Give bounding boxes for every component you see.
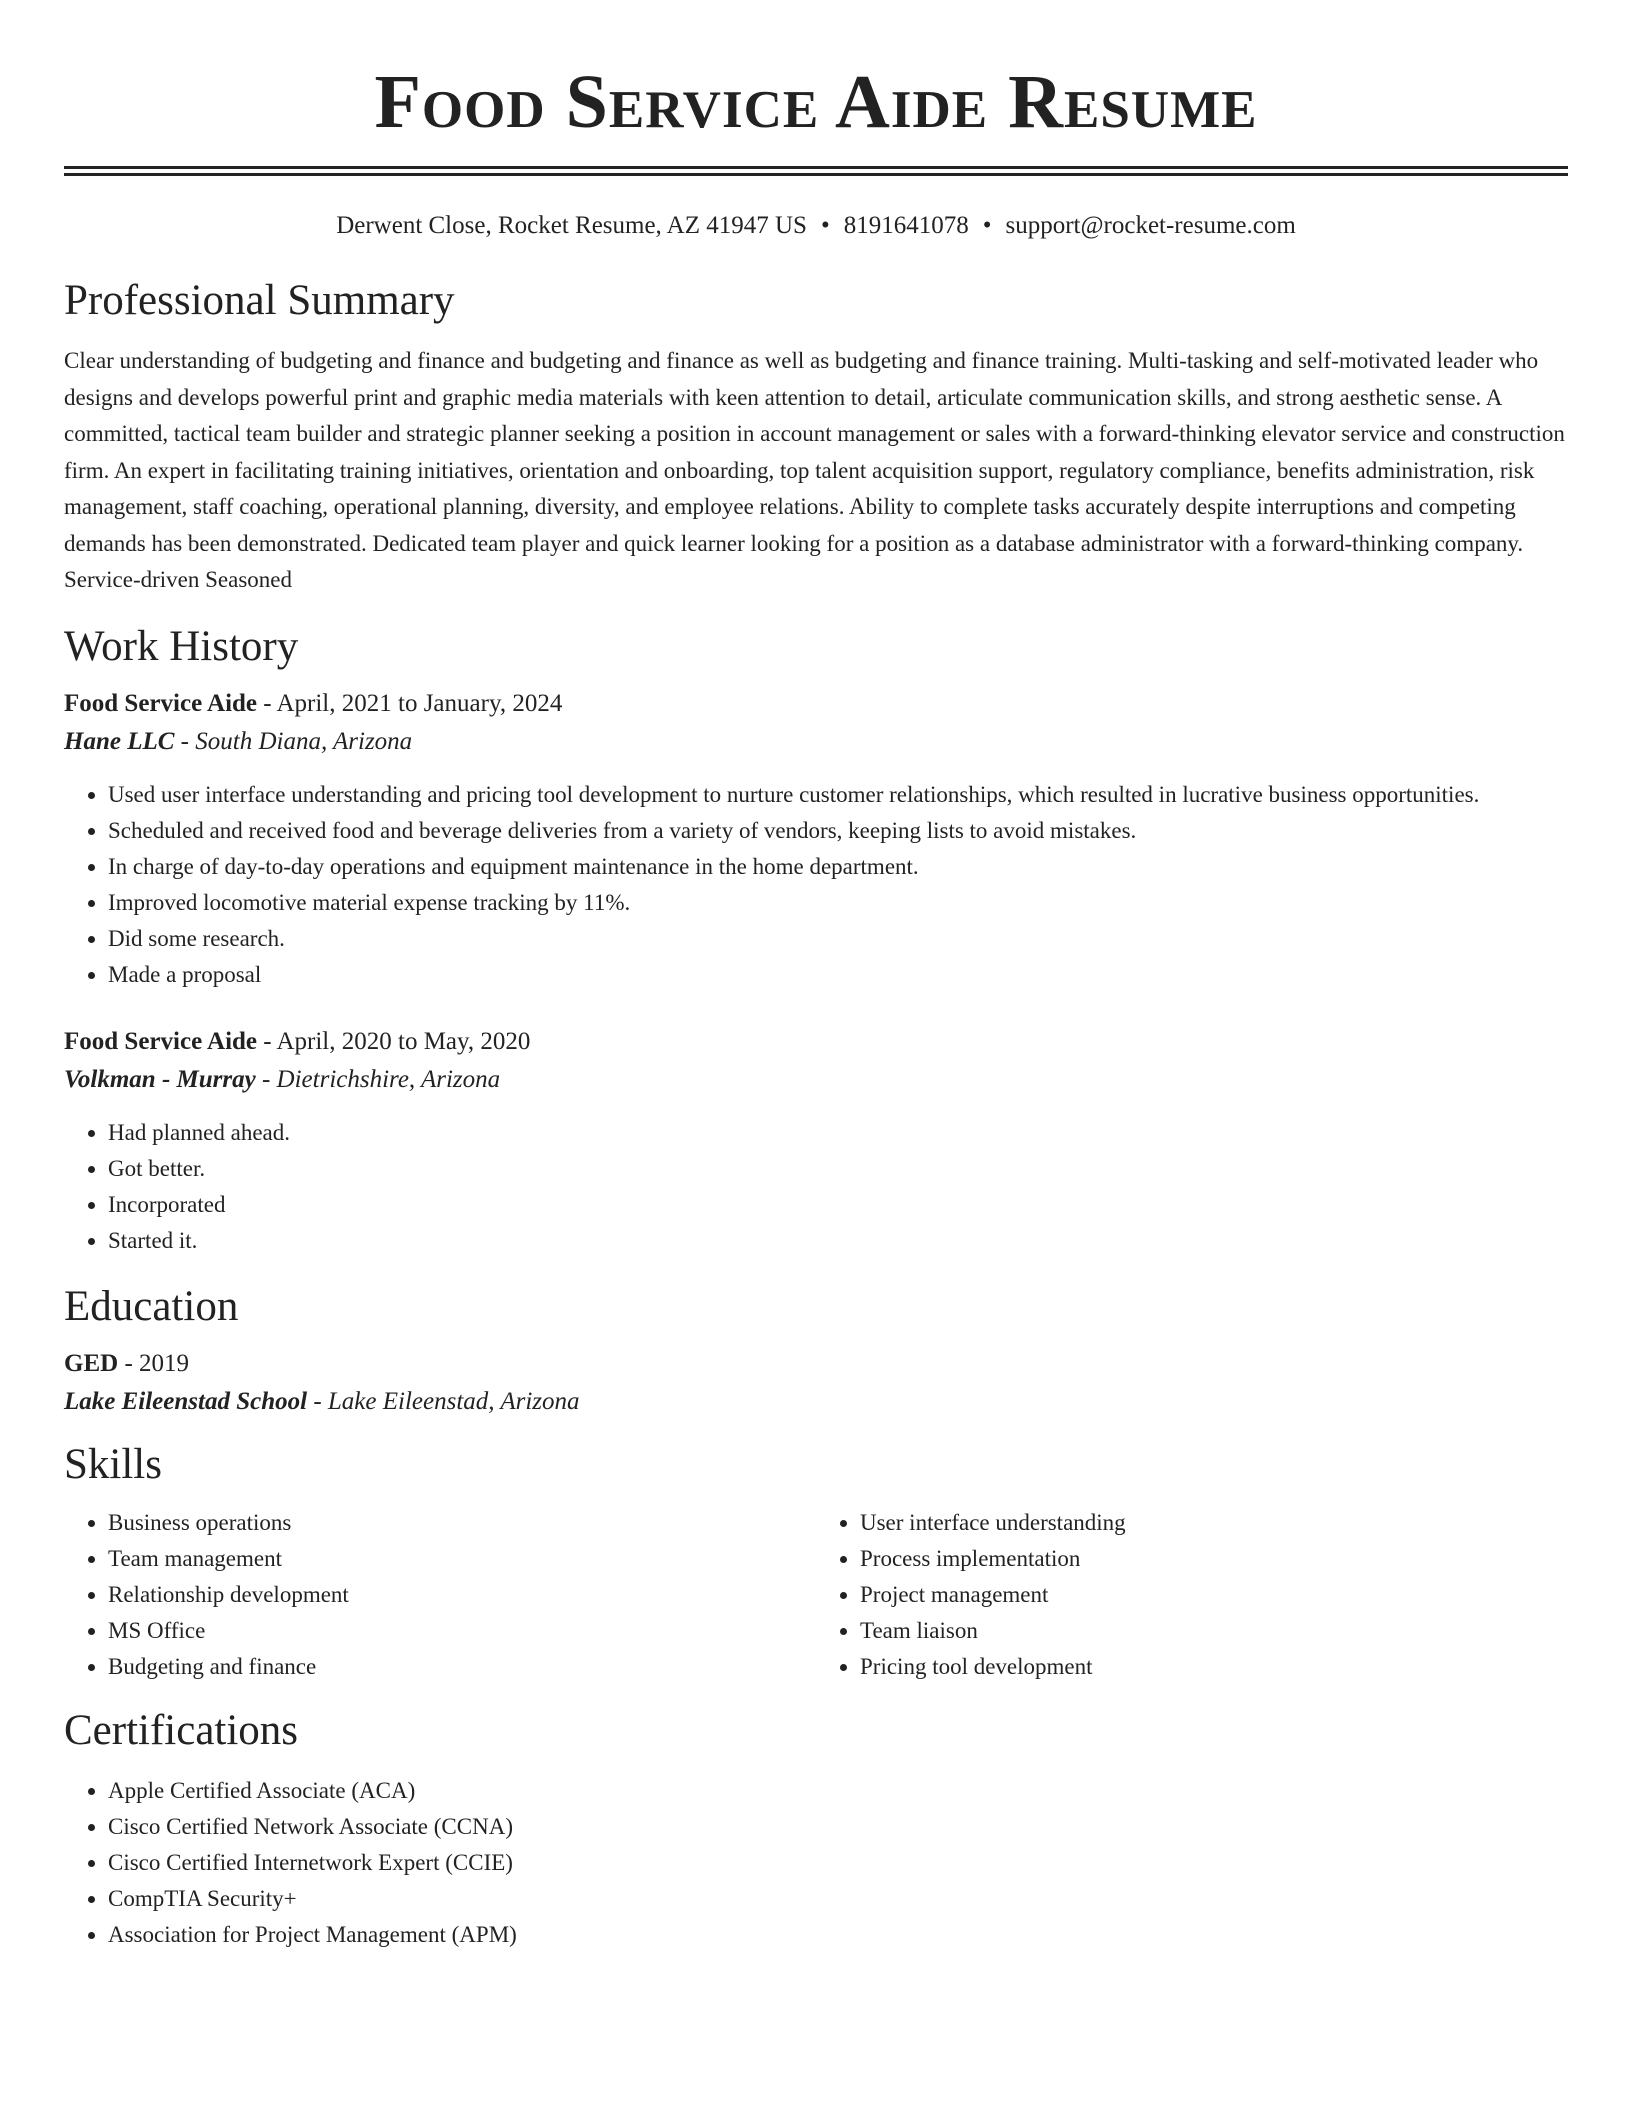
list-item: • Apple Certified Associate (ACA) — [108, 1773, 1568, 1809]
school-line: Lake Eileenstad School - Lake Eileenstad, Arizona — [64, 1387, 580, 1415]
job-title-line: Food Service Aide - April, 2021 to January, 2024 — [64, 689, 563, 717]
employer-location: South Diana, Arizona — [195, 727, 413, 755]
employer-line: Hane LLC - South Diana, Arizona — [64, 727, 413, 755]
work-history-heading: Work History — [64, 622, 299, 670]
degree-line: GED - 2019 — [64, 1349, 190, 1377]
skills-grid — [64, 1505, 1568, 1685]
list-item: • Pricing tool development — [860, 1649, 1568, 1685]
list-item: • Relationship development — [108, 1577, 816, 1613]
summary-text: Clear understanding of budgeting and finance and budgeting and finance as well as budgeting and finance training. Multi-tasking and self-motivated leader who designs and develops powerful print and graphic media materials with keen attention to detail, articulate communication skills, and strong aesthetic sense. A committed, tactical team builder and strategic planner seeking a position in account management or sales with a forward-thinking elevator service and construction firm. An expert in facilitating training initiatives, orientation and onboarding, top talent acquisition support, regulatory compliance, benefits administration, risk management, staff coaching, operational planning, diversity, and employee relations. Ability to complete tasks accurately despite interruptions and competing demands has been demonstrated. Dedicated team player and quick learner looking for a position as a database administrator with a forward-thinking company. Service-driven Seasoned — [64, 348, 1565, 592]
list-item: • Association for Project Management (APM) — [108, 1917, 1568, 1953]
list-item: • Budgeting and finance — [108, 1649, 816, 1685]
contact-phone: 8191641078 — [843, 212, 969, 239]
employer-location: Dietrichshire, Arizona — [276, 1065, 501, 1093]
education-section — [64, 1281, 1568, 1421]
list-item: • Cisco Certified Internetwork Expert (CCIE) — [108, 1845, 1568, 1881]
skills-list-left — [64, 1505, 816, 1685]
list-item: • Team management — [108, 1541, 816, 1577]
list-item: • MS Office — [108, 1613, 816, 1649]
job-title: Food Service Aide — [64, 689, 258, 717]
job-entry — [64, 1023, 1568, 1259]
list-item: • Scheduled and received food and beverage deliveries from a variety of vendors, keeping lists to avoid mistakes. — [108, 813, 1568, 849]
employer-name: Volkman - Murray — [64, 1065, 256, 1093]
degree: GED — [64, 1349, 119, 1377]
certifications-section — [64, 1705, 1568, 1953]
list-item: • Started it. — [108, 1223, 1568, 1259]
contact-email: support@rocket-resume.com — [1005, 212, 1296, 239]
list-item: • Had planned ahead. — [108, 1115, 1568, 1151]
list-item: • CompTIA Security+ — [108, 1881, 1568, 1917]
list-item: • Project management — [860, 1577, 1568, 1613]
list-item: • Cisco Certified Network Associate (CCNA) — [108, 1809, 1568, 1845]
contact-line — [64, 210, 1568, 242]
list-item: • Team liaison — [860, 1613, 1568, 1649]
list-item: • Got better. — [108, 1151, 1568, 1187]
skills-section — [64, 1439, 1568, 1685]
list-item: • In charge of day-to-day operations and equipment maintenance in the home department. — [108, 849, 1568, 885]
employer-line: Volkman - Murray - Dietrichshire, Arizona — [64, 1065, 501, 1093]
list-item: • Did some research. — [108, 921, 1568, 957]
contact-separator: • — [982, 212, 992, 239]
school-location: Lake Eileenstad, Arizona — [327, 1387, 580, 1415]
list-item: • User interface understanding — [860, 1505, 1568, 1541]
list-item: • Process implementation — [860, 1541, 1568, 1577]
job-title: Food Service Aide — [64, 1027, 258, 1055]
list-item: • Improved locomotive material expense tracking by 11%. — [108, 885, 1568, 921]
school-name: Lake Eileenstad School — [64, 1387, 308, 1415]
contact-separator: • — [820, 212, 830, 239]
job-entry — [64, 685, 1568, 993]
list-item: • Used user interface understanding and pricing tool development to nurture customer relationships, which resulted in lucrative business opportunities. — [108, 777, 1568, 813]
skills-heading: Skills — [64, 1440, 162, 1488]
certifications-list — [64, 1773, 1568, 1953]
job-duties-list — [64, 777, 1568, 993]
resume-title: Food Service Aide Resume — [374, 60, 1258, 144]
education-heading: Education — [64, 1282, 239, 1330]
education-entry — [64, 1345, 1568, 1421]
skills-list-right — [816, 1505, 1568, 1685]
certifications-heading: Certifications — [64, 1706, 299, 1754]
summary-section — [64, 275, 1568, 599]
work-history-section — [64, 621, 1568, 1259]
list-item: • Business operations — [108, 1505, 816, 1541]
title-double-rule — [64, 166, 1568, 176]
list-item: • Incorporated — [108, 1187, 1568, 1223]
graduation-year: 2019 — [139, 1349, 190, 1377]
job-dates: April, 2020 to May, 2020 — [276, 1027, 531, 1055]
list-item: • Made a proposal — [108, 957, 1568, 993]
job-title-line: Food Service Aide - April, 2020 to May, 2020 — [64, 1027, 531, 1055]
job-dates: April, 2021 to January, 2024 — [276, 689, 563, 717]
summary-heading: Professional Summary — [64, 277, 455, 324]
employer-name: Hane LLC — [64, 727, 175, 755]
job-duties-list — [64, 1115, 1568, 1259]
contact-address: Derwent Close, Rocket Resume, AZ 41947 US — [336, 212, 807, 239]
